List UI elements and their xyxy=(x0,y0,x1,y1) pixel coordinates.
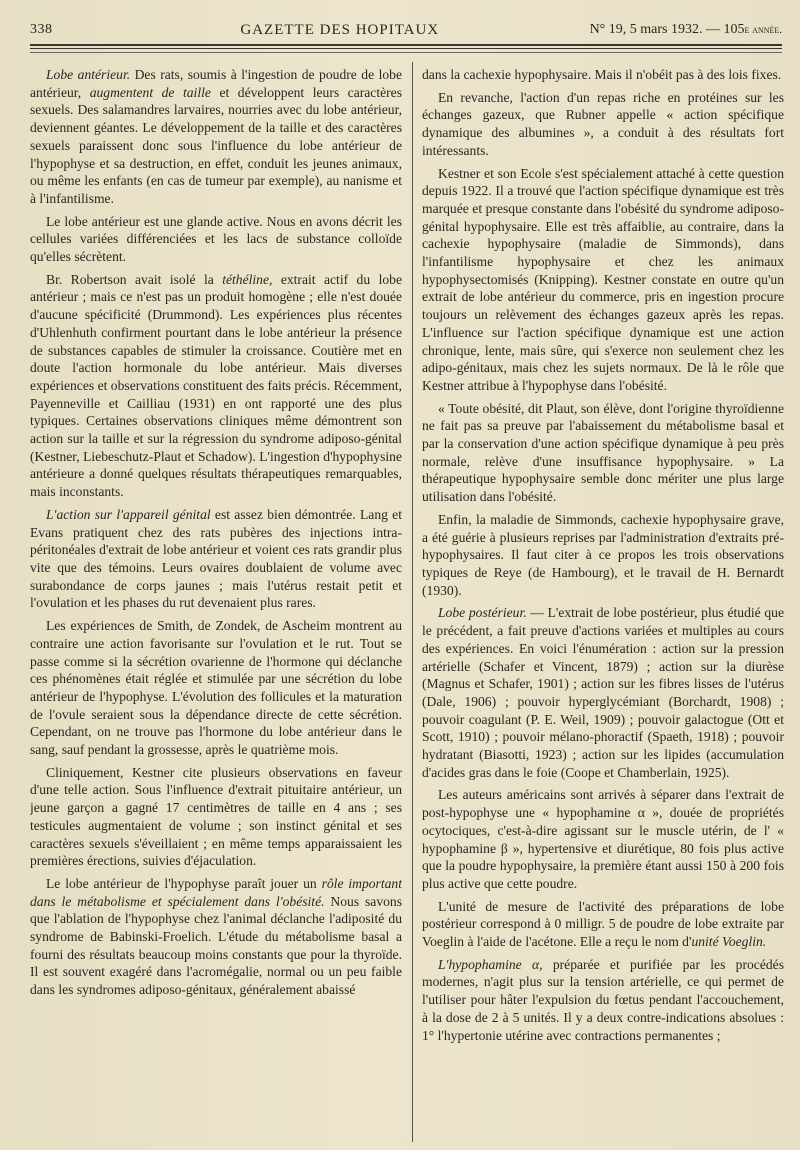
paragraph xyxy=(422,511,784,600)
issue-info xyxy=(590,22,782,38)
body-text: est assez bien démontrée. Lang et Evans pratiquent chez des rats pubères des injections intra-péritonéales d'extrait de lobe antérieur et voient ces rats grandir plus vite que des témoins. Leurs ovaires doublaient de volume avec surabondance de corps jaunes ; mais l'utérus restait petit et l'ovulation et les phases du rut devenaient plus rares. xyxy=(30,506,402,611)
body-text: Le lobe antérieur est une glande active. Nous en avons décrit les cellules variées différenciées et les lacs de substance colloïde qu'elles sécrètent. xyxy=(30,213,402,265)
page-number: 338 xyxy=(30,22,53,37)
paragraph xyxy=(422,165,784,395)
body-text: — L'extrait de lobe postérieur, plus étudié que le précédent, a fait preuve d'actions variées et multiples au cours des expériences. En voici l'énumération : action sur la pression artérielle (Schafer et Vincent, 1879) ; action sur la diurèse (Magnus et Schafer, 1901) ; action sur les fibres lisses de l'utérus (Dale, 1906) ; pouvoir hyperglycémiant (Borchardt, 1908) ; pouvoir coagulant (P. E. Weil, 1909) ; pouvoir galactogue (Ott et Scott, 1910) ; pouvoir mélano-phoractif (Spaeth, 1918) ; pouvoir hydratant (Biasotti, 1923) ; action sur les lipides (accumulation d'acides gras dans le foie (Coope et Chamberlain, 1925). xyxy=(422,605,784,780)
body-text: Le lobe antérieur de l'hypophyse paraît jouer un xyxy=(46,875,322,891)
left-column xyxy=(30,66,402,1141)
paragraph xyxy=(422,66,784,84)
page-header xyxy=(30,20,782,40)
section-heading: Lobe antérieur. xyxy=(46,67,131,82)
right-column xyxy=(422,66,784,1141)
body-text: En revanche, l'action d'un repas riche en protéines sur les échanges gazeux, que Rubner appelle « action spécifique dynamique des albumines », a conduit à des résultats fort intéressants. xyxy=(422,89,784,158)
body-text: extrait actif du lobe antérieur ; mais ce n'est pas un produit homogène ; elle n'est douée d'aucune spécificité (Drummond). Les expériences plus récentes d'Uhlenhuth confirment pourtant dans le lobe antérieur la présence de substances capables de stimuler la croissance. Coutière met en doute l'action hormonale du lobe antérieur. Mais diverses expériences et observations constituent des faits précis. Récemment, Payenneville et Cailliau (1931) en ont rapporté une des plus typiques. Certaines observations cliniques même démontrent son action sur la taille et sur la régression du syndrome adiposo-génital (Kestner, Liebeschutz-Plaut et Schadow). L'ingestion d'hypophysine antérieure a donné quelques résultats thérapeutiques remarquables, mais inconstants. xyxy=(30,271,402,500)
body-text: L'unité de mesure de l'activité des préparations de lobe postérieur correspond à 0 milligr. 5 de poudre de lobe extraite par Voeglin à l'aide de l'acétone. Elle a reçu le nom d' xyxy=(422,898,784,950)
journal-title: GAZETTE DES HOPITAUX xyxy=(240,21,440,38)
body-text: Cliniquement, Kestner cite plusieurs observations en faveur d'une telle action. Sous l'influence d'extrait pituitaire antérieur, un jeune garçon a gagné 17 centimètres de taille en 4 ans ; ses testicules augmentaient de volume ; son instinct génital et ses caractères sexuels s'éveillaient ; en même temps apparaissaient les premières érections, suivies d'éjaculation. xyxy=(30,764,402,869)
paragraph xyxy=(422,786,784,892)
header-rule xyxy=(30,44,782,49)
emphasis-text: rôle important dans le métabolisme et spécialement dans l'obésité. xyxy=(30,875,402,909)
body-text: Les auteurs américains sont arrivés à séparer dans l'extrait de post-hypophyse une « hypophamine α », douée de propriétés ocytociques, c'est-à-dire agissant sur le muscle utérin, de l' « hypophamine β », hypertensive et diurétique, 80 fois plus active que la poudre hypophysaire, la première étant aussi 150 à 200 fois plus active que cette poudre. xyxy=(422,787,784,891)
paragraph xyxy=(422,89,784,160)
emphasis-text: téthéline, xyxy=(222,271,273,287)
column-divider xyxy=(412,62,413,1142)
body-text: Kestner et son Ecole s'est spécialement attaché à cette question depuis 1922. Il a trouvé que l'action spécifique dynamique est très marquée et presque constante dans l'obésité du syndrome adiposo-génital hypophysaire. Elle est très affaiblie, au contraire, dans la cachexie hypophysaire (maladie de Simmonds), dans l'infantilisme hypophysaire et chez les animaux hypophysectomisés (Knipping). Kestner constate en outre qu'un extrait de lobe antérieur du commerce, pris en ingestion procure toujours un relèvement des échanges gazeux après les repas. L'influence sur l'action spécifique dynamique est une action chronique, lente, mais sûre, qui s'exerce non seulement chez les adipo-génitaux, mais chez les sujets normaux. De là le rôle que Kestner attribue à l'hypophyse dans l'obésité. xyxy=(422,165,784,393)
section-heading: Lobe postérieur. xyxy=(438,605,527,621)
body-text: préparée et purifiée par les procédés modernes, n'agit plus sur la tension artérielle, ce qui permet de l'utiliser pour hâter l'expulsion du fœtus pendant l'accouchement, à la dose de 2 à 5 unités. Il y a deux contre-indications absolues : 1° l'hypertonie utérine avec contractions permanentes ; xyxy=(422,956,784,1043)
emphasis-text: L'hypophamine α, xyxy=(438,956,543,972)
issue-number: N° 19, 5 mars 1932. — 105 xyxy=(589,22,745,37)
paragraph xyxy=(422,604,784,781)
paragraph xyxy=(422,400,784,506)
body-text: Les expériences de Smith, de Zondek, de Ascheim montrent au contraire une action favorisante sur l'ovulation et le rut. Tout se passe comme si la sécrétion ovarienne de l'hormone qui déclanche ces phénomènes était réglée et stimulée par une sécrétion du lobe antérieur de l'hypophyse. L'évolution des follicules et la maturation de l'ovule seraient sous la dépendance directe de cette sécrétion. Cependant, on ne trouve pas l'hormone du lobe antérieur dans le sang, sauf pendant la grossesse, après le quatrième mois. xyxy=(30,618,402,758)
body-text: « Toute obésité, dit Plaut, son élève, dont l'origine thyroïdienne ne fait pas sa preuve par l'abaissement du métabolisme basal et par la conservation d'une action spécifique dynamique à peu près normale, relève d'une insuffisance hypophysaire. » La thérapeutique hypophysaire semble donc mériter une plus large utilisation dans l'obésité. xyxy=(422,400,784,505)
paragraph xyxy=(30,213,402,266)
paragraph xyxy=(30,506,402,612)
paragraph xyxy=(30,66,402,208)
paragraph xyxy=(30,875,402,999)
emphasis-text: unité Voeglin. xyxy=(691,934,767,950)
paragraph xyxy=(422,956,784,1045)
body-text: dans la cachexie hypophysaire. Mais il n'obéit pas à des lois fixes. xyxy=(422,67,782,82)
body-text: et développent leurs caractères sexuels. Des salamandres larvaires, nourries avec du lobe antérieur, deviennent géantes. Le développement de la taille et des caractères sexuels paraissent donc sous l'influence du lobe antérieur de l'hypophyse et sa destruction, en effet, conduit les jeunes animaux, ou même les enfants (en cas de tumeur par exemple), au nanisme et à l'infantilisme. xyxy=(30,84,402,206)
emphasis-text: augmentent de taille xyxy=(89,84,211,100)
paragraph xyxy=(30,764,402,870)
header-rule-thin xyxy=(30,52,782,53)
issue-year-suffix: e année. xyxy=(744,24,782,36)
paragraph xyxy=(422,898,784,951)
body-text: Br. Robertson avait isolé la xyxy=(46,271,223,287)
body-text: Enfin, la maladie de Simmonds, cachexie hypophysaire grave, a été guérie à plusieurs reprises par l'administration d'extraits pré-hypophysaires. Il faut citer à ce propos les trois observations typiques de Reye (de Hambourg), et le travail de H. Bernardt (1930). xyxy=(422,511,784,598)
paragraph xyxy=(30,617,402,759)
body-text: Des rats, soumis à l'ingestion de poudre de lobe antérieur, xyxy=(30,67,402,100)
paragraph xyxy=(30,271,402,501)
emphasis-text: L'action sur l'appareil génital xyxy=(46,506,211,522)
body-text: Nous savons que l'ablation de l'hypophyse chez l'animal déclanche l'adiposité du syndrome de Babinski-Froelich. L'étude du métabolisme basal a fourni des résultats beaucoup moins constants que pour la thyroïde. Il est souvent exagéré dans l'acromégalie, normal ou un peu faible dans les syndromes adiposo-génitaux, généralement abaissé xyxy=(30,893,402,998)
